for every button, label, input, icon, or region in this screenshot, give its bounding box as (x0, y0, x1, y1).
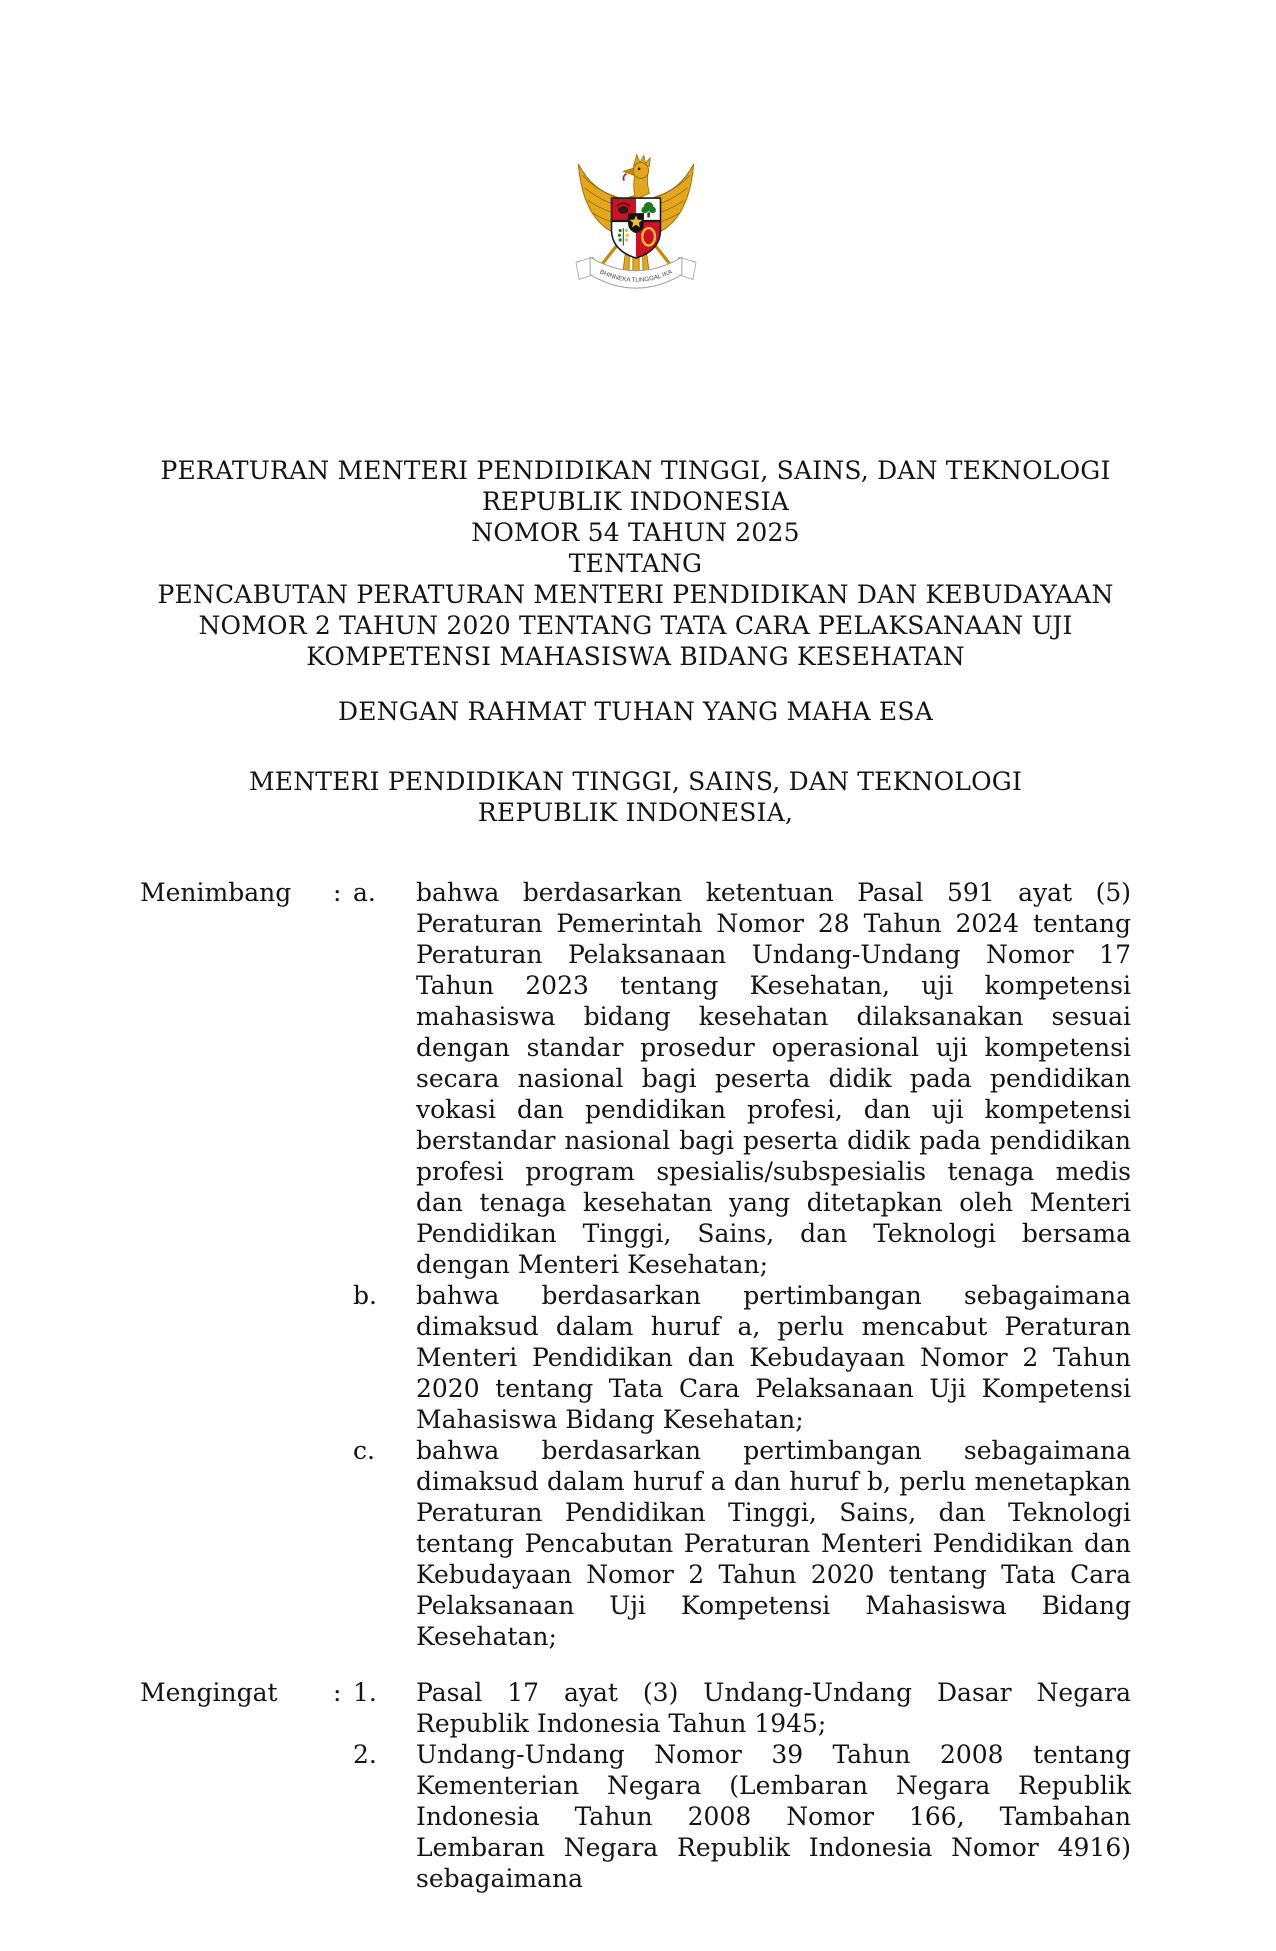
item-marker: 2. (353, 1740, 377, 1769)
issuing-authority (140, 766, 1131, 828)
ribbon-text: BHINNEKA TUNGGAL IKA (598, 268, 673, 284)
considering-item-b (140, 1280, 1131, 1435)
item-text: bahwa berdasarkan pertimbangan sebagaimana dimaksud dalam huruf a, perlu mencabut Peraturan Menteri Pendidikan dan Kebudayaan Nomor 2 Tahun 2020 tentang Tata Cara Pelaksanaan Uji Kompetensi Mahasiswa Bidang Kesehatan; (416, 1281, 1131, 1434)
authority-line: MENTERI PENDIDIKAN TINGGI, SAINS, DAN TEKNOLOGI (248, 767, 1023, 796)
title-line: PERATURAN MENTERI PENDIDIKAN TINGGI, SAINS, DAN TEKNOLOGI (160, 456, 1111, 485)
item-marker: c. (353, 1436, 375, 1465)
title-line: PENCABUTAN PERATURAN MENTERI PENDIDIKAN DAN KEBUDAYAAN (157, 580, 1114, 609)
considering-item-c (140, 1435, 1131, 1652)
garuda-head (623, 155, 650, 199)
section-label: Menimbang (140, 878, 292, 907)
regulation-title (140, 455, 1131, 672)
legal-basis-item-1 (140, 1677, 1131, 1739)
legal-basis-item-2 (140, 1739, 1131, 1894)
title-line-number: NOMOR 54 TAHUN 2025 (471, 518, 800, 547)
legal-basis-section (140, 1677, 1131, 1894)
item-marker: 1. (353, 1678, 377, 1707)
authority-line: REPUBLIK INDONESIA, (477, 798, 794, 827)
title-line-tentang: TENTANG (568, 549, 703, 578)
title-line: NOMOR 2 TAHUN 2020 TENTANG TATA CARA PELAKSANAAN UJI (198, 611, 1073, 640)
invocation-line: DENGAN RAHMAT TUHAN YANG MAHA ESA (338, 697, 933, 726)
item-marker: a. (353, 878, 376, 907)
item-text: bahwa berdasarkan ketentuan Pasal 591 ayat (5) Peraturan Pemerintah Nomor 28 Tahun 2024 tentang Peraturan Pelaksanaan Undang-Undang Nomor 17 Tahun 2023 tentang Kesehatan, uji kompetensi mahasiswa bidang kesehatan dilaksanakan sesuai dengan standar prosedur operasional uji kompetensi secara nasional bagi peserta didik pada pendidikan vokasi dan pendidikan profesi, dan uji kompetensi berstandar nasional bagi peserta didik pada pendidikan profesi program spesialis/subspesialis tenaga medis dan tenaga kesehatan yang ditetapkan oleh Menteri Pendidikan Tinggi, Sains, dan Teknologi bersama dengan Menteri Kesehatan; (416, 878, 1131, 1279)
garuda-pancasila-emblem (557, 145, 715, 297)
section-colon: : (333, 878, 342, 907)
garuda-pancasila-icon (557, 145, 715, 297)
section-colon: : (333, 1678, 342, 1707)
item-text: Undang-Undang Nomor 39 Tahun 2008 tentang Kementerian Negara (Lembaran Negara Republik Indonesia Tahun 2008 Nomor 166, Tambahan Lembaran Negara Republik Indonesia Nomor 4916) sebagaimana (416, 1740, 1131, 1893)
considering-item-a (140, 877, 1131, 1280)
title-line: REPUBLIK INDONESIA (481, 487, 790, 516)
section-label: Mengingat (140, 1678, 278, 1707)
title-line: KOMPETENSI MAHASISWA BIDANG KESEHATAN (306, 642, 965, 671)
item-marker: b. (353, 1281, 377, 1310)
pancasila-shield (611, 198, 660, 258)
item-text: Pasal 17 ayat (3) Undang-Undang Dasar Negara Republik Indonesia Tahun 1945; (416, 1678, 1131, 1738)
item-text: bahwa berdasarkan pertimbangan sebagaimana dimaksud dalam huruf a dan huruf b, perlu menetapkan Peraturan Pendidikan Tinggi, Sains, dan Teknologi tentang Pencabutan Peraturan Menteri Pendidikan dan Kebudayaan Nomor 2 Tahun 2020 tentang Tata Cara Pelaksanaan Uji Kompetensi Mahasiswa Bidang Kesehatan; (416, 1436, 1131, 1651)
considering-section (140, 877, 1131, 1652)
